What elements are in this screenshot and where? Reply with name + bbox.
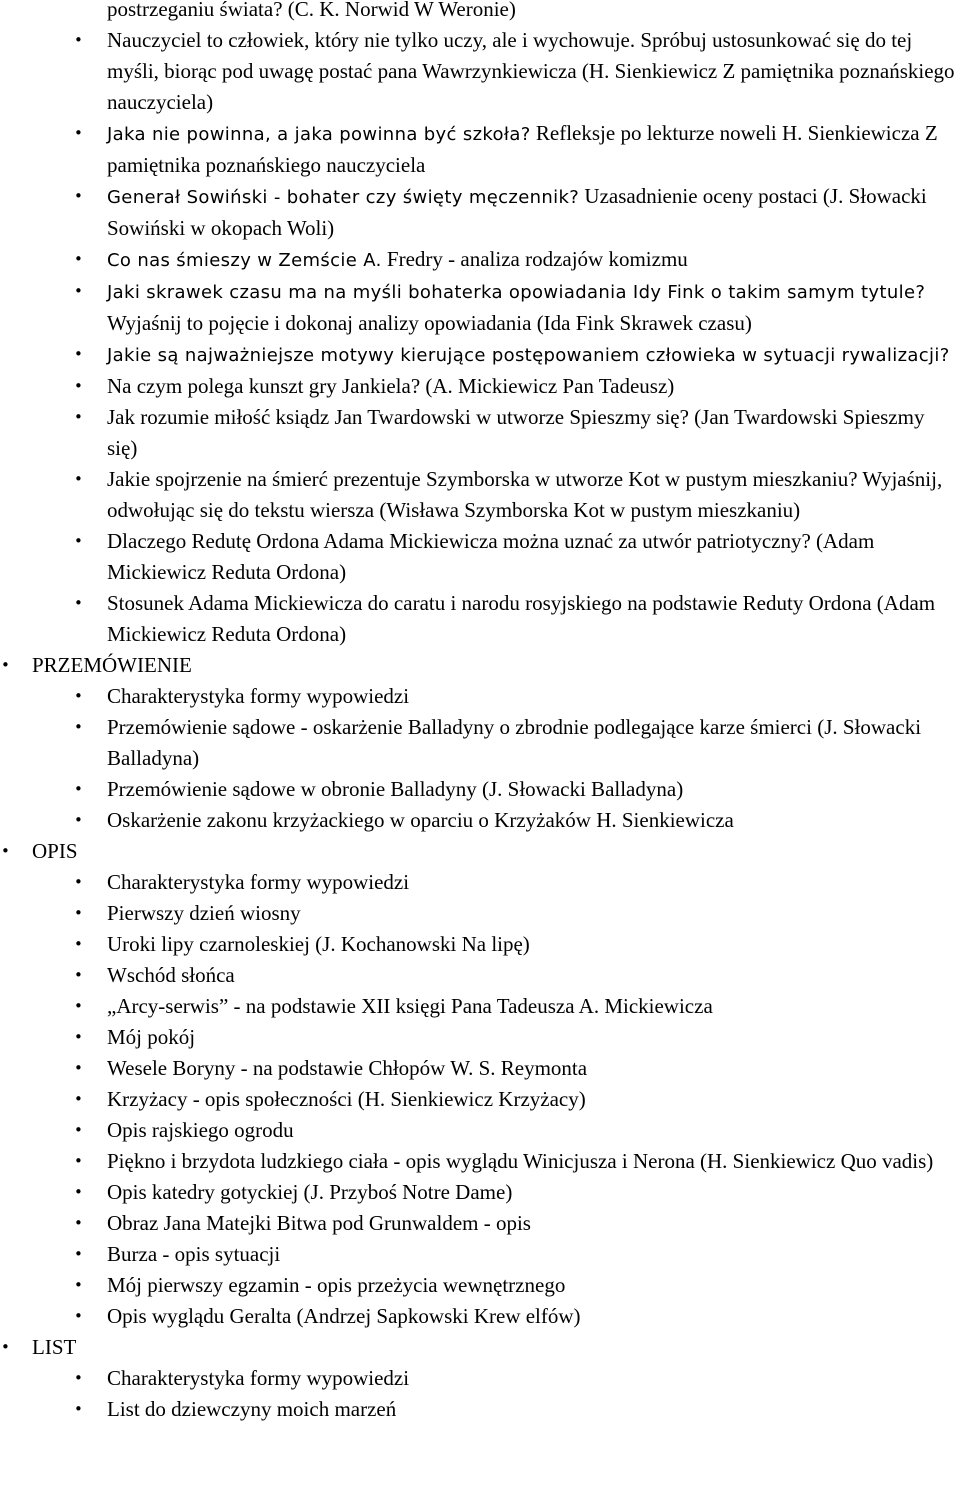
bullet-icon: • (74, 594, 83, 612)
bullet-icon: • (74, 718, 83, 736)
list-item (0, 898, 960, 929)
list-item (0, 339, 960, 371)
list-item (0, 371, 960, 402)
list-item (0, 118, 960, 181)
list-item-text: Mój pierwszy egzamin - opis przeżycia wewnętrznego (107, 1273, 566, 1297)
list-item (0, 464, 960, 526)
bullet-icon: • (74, 1369, 83, 1387)
list-item-text: Oskarżenie zakonu krzyżackiego w oparciu o Krzyżaków H. Sienkiewicza (107, 808, 734, 832)
bullet-icon: • (1, 842, 10, 860)
bullet-icon: • (74, 124, 83, 142)
list-item (0, 1270, 960, 1301)
list-item-text: „Arcy-serwis” - na podstawie XII księgi Pana Tadeusza A. Mickiewicza (107, 994, 713, 1018)
list-item-text: Opis wyglądu Geralta (Andrzej Sapkowski Krew elfów) (107, 1304, 581, 1328)
bullet-icon: • (74, 470, 83, 488)
section-title: LIST (32, 1335, 77, 1359)
bullet-icon: • (74, 1276, 83, 1294)
list-item (0, 1053, 960, 1084)
bullet-icon: • (74, 966, 83, 984)
list-item-text: Fredry - analiza rodzajów komizmu (381, 247, 688, 271)
list-item (0, 1239, 960, 1270)
section-items (0, 681, 960, 836)
bullet-icon: • (74, 282, 83, 300)
bullet-icon: • (74, 935, 83, 953)
list-item (0, 774, 960, 805)
bullet-icon: • (74, 1121, 83, 1139)
list-item-text: Opis katedry gotyckiej (J. Przyboś Notre Dame) (107, 1180, 513, 1204)
list-item (0, 1177, 960, 1208)
list-item (0, 276, 960, 339)
section-list-letter (0, 1332, 960, 1425)
list-item (0, 867, 960, 898)
list-item-text: Wesele Boryny - na podstawie Chłopów W. S. Reymonta (107, 1056, 588, 1080)
section-items (0, 867, 960, 1332)
section-list (0, 650, 960, 1425)
bullet-icon: • (74, 532, 83, 550)
list-item (0, 929, 960, 960)
list-item-text: Refleksje po lekturze noweli H. Sienkiewicza Z pamiętnika poznańskiego nauczyciela (107, 121, 938, 177)
section-heading (0, 1332, 960, 1363)
list-item-text: Przemówienie sądowe - oskarżenie Balladyny o zbrodnie podlegające karze śmierci (J. Słowacki Balladyna) (107, 715, 922, 770)
list-item-text: Uroki lipy czarnoleskiej (J. Kochanowski Na lipę) (107, 932, 530, 956)
list-item (0, 681, 960, 712)
list-item-question: Jaki skrawek czasu ma na myśli bohaterka opowiadania Idy Fink o takim samym tytule? (107, 282, 926, 303)
list-item-text: Stosunek Adama Mickiewicza do caratu i narodu rosyjskiego na podstawie Reduty Ordona (Adam Mickiewicz Reduta Ordona) (107, 591, 936, 646)
section-heading (0, 650, 960, 681)
list-item (0, 588, 960, 650)
list-item-text: Przemówienie sądowe w obronie Balladyny (J. Słowacki Balladyna) (107, 777, 684, 801)
continuation-line: postrzeganiu świata? (C. K. Norwid W Weronie) (107, 0, 516, 21)
list-item-text: Jak rozumie miłość ksiądz Jan Twardowski w utworze Spieszmy się? (Jan Twardowski Spieszmy się) (107, 405, 925, 460)
bullet-icon: • (74, 187, 83, 205)
bullet-icon: • (74, 780, 83, 798)
list-item-text: Krzyżacy - opis społeczności (H. Sienkiewicz Krzyżacy) (107, 1087, 586, 1111)
list-item-text: Charakterystyka formy wypowiedzi (107, 684, 410, 708)
bullet-icon: • (74, 1245, 83, 1263)
bullet-icon: • (74, 1214, 83, 1232)
bullet-icon: • (74, 873, 83, 891)
list-item-text: Dlaczego Redutę Ordona Adama Mickiewicza można uznać za utwór patriotyczny? (Adam Mickiewicz Reduta Ordona) (107, 529, 875, 584)
section-przemowienie (0, 650, 960, 836)
list-item (0, 1146, 960, 1177)
bullet-icon: • (74, 377, 83, 395)
bullet-icon: • (1, 656, 10, 674)
list-item (0, 712, 960, 774)
section-title: PRZEMÓWIENIE (32, 653, 192, 677)
top-topic-list (0, 25, 960, 650)
section-opis (0, 836, 960, 1332)
bullet-icon: • (74, 1090, 83, 1108)
list-item (0, 1115, 960, 1146)
list-item-text: Mój pokój (107, 1025, 196, 1049)
section-title: OPIS (32, 839, 78, 863)
bullet-icon: • (74, 1183, 83, 1201)
bullet-icon: • (74, 31, 83, 49)
list-item (0, 402, 960, 464)
list-item-text: Pierwszy dzień wiosny (107, 901, 301, 925)
list-item (0, 1022, 960, 1053)
list-item-question: Co nas śmieszy w Zemście A. (107, 250, 382, 271)
list-item-text: List do dziewczyny moich marzeń (107, 1397, 397, 1421)
bullet-icon: • (74, 1059, 83, 1077)
list-item (0, 960, 960, 991)
list-item-text: Uzasadnienie oceny postaci (J. Słowacki Sowiński w okopach Woli) (107, 184, 927, 240)
list-item-text: Burza - opis sytuacji (107, 1242, 281, 1266)
bullet-icon: • (1, 1338, 10, 1356)
list-item (0, 1084, 960, 1115)
bullet-icon: • (74, 408, 83, 426)
list-item-text: Wschód słońca (107, 963, 235, 987)
list-item-text: Na czym polega kunszt gry Jankiela? (A. Mickiewicz Pan Tadeusz) (107, 374, 675, 398)
list-item (0, 1394, 960, 1425)
list-item-text: Nauczyciel to człowiek, który nie tylko uczy, ale i wychowuje. Spróbuj ustosunkować się do tej myśli, biorąc pod uwagę postać pana Wawrzynkiewicza (H. Sienkiewicz Z pamiętnika poznańskiego nauczyciela) (107, 28, 955, 114)
list-item-text: Obraz Jana Matejki Bitwa pod Grunwaldem - opis (107, 1211, 531, 1235)
bullet-icon: • (74, 1400, 83, 1418)
list-item (0, 1208, 960, 1239)
list-item (0, 991, 960, 1022)
list-item-text: Opis rajskiego ogrodu (107, 1118, 294, 1142)
bullet-icon: • (74, 345, 83, 363)
list-item-question: Generał Sowiński - bohater czy święty męczennik? (107, 187, 580, 208)
section-heading (0, 836, 960, 867)
list-item-text: Wyjaśnij to pojęcie i dokonaj analizy opowiadania (Ida Fink Skrawek czasu) (107, 311, 752, 335)
bullet-icon: • (74, 904, 83, 922)
list-item (0, 244, 960, 276)
list-item-text: Jakie spojrzenie na śmierć prezentuje Szymborska w utworze Kot w pustym mieszkaniu? Wyjaśnij, odwołując się do tekstu wiersza (Wisława Szymborska Kot w pustym mieszkaniu) (107, 467, 943, 522)
bullet-icon: • (74, 811, 83, 829)
list-item (0, 181, 960, 244)
list-item (0, 1363, 960, 1394)
list-item (0, 25, 960, 118)
bullet-icon: • (74, 997, 83, 1015)
bullet-icon: • (74, 687, 83, 705)
list-item-text: Piękno i brzydota ludzkiego ciała - opis wyglądu Winicjusza i Nerona (H. Sienkiewicz Quo vadis) (107, 1149, 934, 1173)
list-item-text: Charakterystyka formy wypowiedzi (107, 870, 410, 894)
list-item (0, 805, 960, 836)
bullet-icon: • (74, 1307, 83, 1325)
list-item-question: Jakie są najważniejsze motywy kierujące postępowaniem człowieka w sytuacji rywalizacji? (107, 345, 950, 366)
bullet-icon: • (74, 250, 83, 268)
list-item-text: Charakterystyka formy wypowiedzi (107, 1366, 410, 1390)
list-item (0, 526, 960, 588)
bullet-icon: • (74, 1152, 83, 1170)
list-item (0, 1301, 960, 1332)
section-items (0, 1363, 960, 1425)
list-item-question: Jaka nie powinna, a jaka powinna być szkoła? (107, 124, 531, 145)
bullet-icon: • (74, 1028, 83, 1046)
